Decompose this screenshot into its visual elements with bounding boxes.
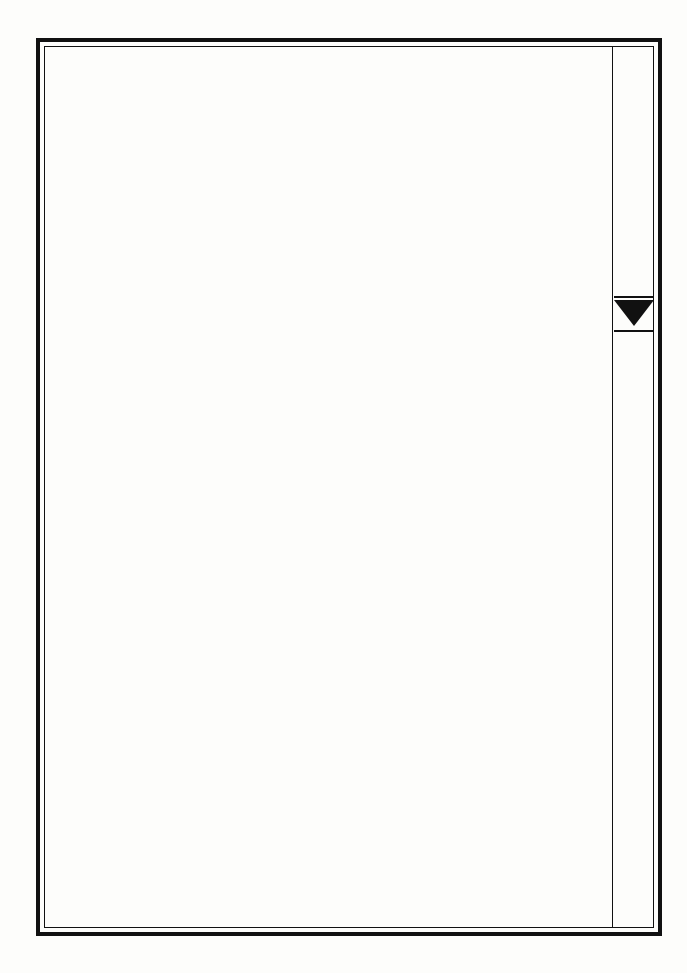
page-border-inner — [44, 46, 654, 928]
margin-strip — [612, 46, 654, 928]
fish-tail-line-top — [614, 296, 654, 298]
fish-tail-line-bottom — [614, 330, 654, 332]
fish-tail-mark — [614, 300, 654, 326]
